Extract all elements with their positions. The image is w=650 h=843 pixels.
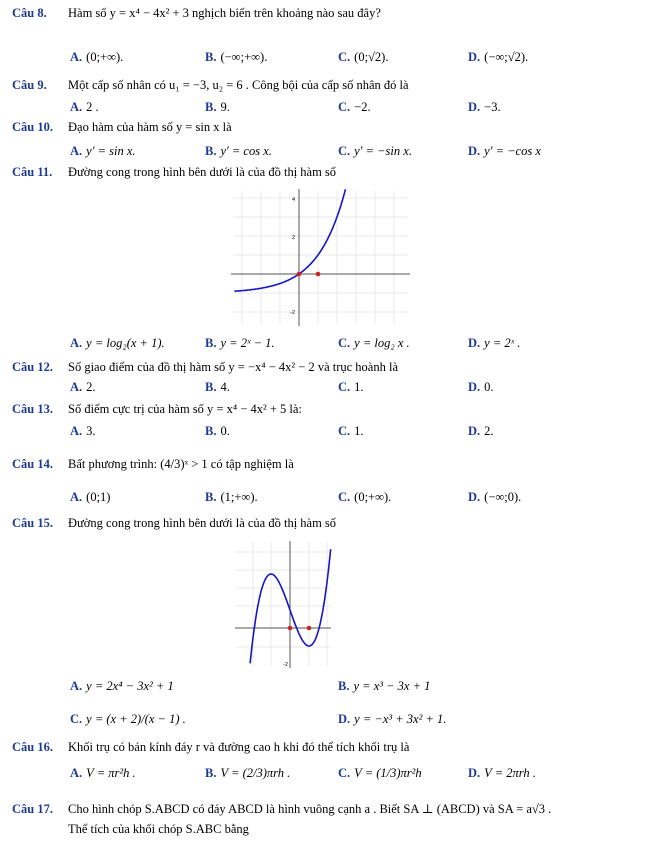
question-number: Câu 15.	[12, 516, 53, 530]
option-c[interactable]: C. (0;+∞).	[338, 490, 392, 504]
option-d[interactable]: D. (−∞;√2).	[468, 50, 529, 64]
question-12	[12, 360, 398, 375]
option-a[interactable]: A. 2.	[70, 380, 96, 394]
graph-exponential	[228, 186, 413, 328]
intercept-point	[297, 272, 302, 277]
question-number: Câu 8.	[12, 6, 47, 20]
option-a[interactable]: A. y′ = sin x.	[70, 144, 136, 158]
graph-15-svg	[233, 538, 333, 670]
option-a[interactable]: A. (0;+∞).	[70, 50, 124, 64]
tick-label: -2	[283, 662, 288, 668]
question-17-continuation: Thể tích của khối chóp S.ABC bằng	[68, 822, 249, 836]
grid	[236, 542, 330, 666]
question-15	[12, 516, 336, 531]
option-d[interactable]: D. 0.	[468, 380, 494, 394]
grid	[233, 191, 408, 324]
option-c[interactable]: C. 1.	[338, 380, 364, 394]
option-b[interactable]: B. V = (2/3)πrh .	[205, 766, 291, 780]
question-number: Câu 11.	[12, 165, 53, 179]
option-b[interactable]: B. y′ = cos x.	[205, 144, 272, 158]
option-c[interactable]: C. y = (x + 2)/(x − 1) .	[70, 712, 186, 726]
option-b[interactable]: B. y = 2ˣ − 1.	[205, 336, 275, 350]
question-text: Bất phương trình: (4/3)ˣ > 1 có tập nghiệm là	[68, 457, 294, 471]
option-d[interactable]: D. V = 2πrh .	[468, 766, 536, 780]
option-d[interactable]: D. 2.	[468, 424, 494, 438]
question-number: Câu 10.	[12, 120, 53, 134]
option-d[interactable]: D. y = 2ˣ .	[468, 336, 521, 350]
option-b[interactable]: B. 4.	[205, 380, 230, 394]
option-a[interactable]: A. 3.	[70, 424, 96, 438]
question-text: Đường cong trong hình bên dưới là của đồ thị hàm số	[68, 165, 337, 179]
question-text: Hàm số y = x⁴ − 4x² + 3 nghịch biến trên khoảng nào sau đây?	[68, 6, 381, 20]
tick-label: 4	[292, 197, 296, 203]
question-number: Câu 17.	[12, 802, 53, 816]
question-number: Câu 9.	[12, 78, 47, 92]
option-c[interactable]: C. (0;√2).	[338, 50, 389, 64]
question-16	[12, 740, 409, 755]
option-b[interactable]: B. (−∞;+∞).	[205, 50, 268, 64]
option-d[interactable]: D. (−∞;0).	[468, 490, 522, 504]
question-text: Cho hình chóp S.ABCD có đáy ABCD là hình vuông cạnh a . Biết SA ⊥ (ABCD) và SA = a√3 .	[68, 802, 552, 816]
option-a[interactable]: A. V = πr²h .	[70, 766, 136, 780]
point-marker	[316, 272, 321, 277]
point-marker	[307, 626, 312, 631]
option-a[interactable]: A. y = log₂(x + 1).	[70, 336, 165, 350]
question-14	[12, 457, 294, 472]
question-number: Câu 16.	[12, 740, 53, 754]
option-a[interactable]: A. y = 2x⁴ − 3x² + 1	[70, 679, 174, 693]
option-b[interactable]: B. y = x³ − 3x + 1	[338, 679, 431, 693]
option-d[interactable]: D. y′ = −cos x	[468, 144, 541, 158]
question-text: Số giao điểm của đồ thị hàm số y = −x⁴ − 4x² − 2 và trục hoành là	[68, 360, 398, 374]
question-13	[12, 402, 302, 417]
option-a[interactable]: A. (0;1)	[70, 490, 111, 504]
option-b[interactable]: B. 0.	[205, 424, 230, 438]
option-c[interactable]: C. y = log₂ x .	[338, 336, 410, 350]
option-b[interactable]: B. (1;+∞).	[205, 490, 258, 504]
question-9	[12, 78, 409, 93]
tick-label: -2	[290, 310, 295, 316]
option-d[interactable]: D. y = −x³ + 3x² + 1.	[338, 712, 447, 726]
question-number: Câu 12.	[12, 360, 53, 374]
question-17	[12, 801, 551, 817]
question-text: Khối trụ có bán kính đáy r và đường cao h khi đó thể tích khối trụ là	[68, 740, 410, 754]
option-c[interactable]: C. y′ = −sin x.	[338, 144, 412, 158]
question-number: Câu 14.	[12, 457, 53, 471]
question-11	[12, 165, 336, 180]
option-a[interactable]: A. 2 .	[70, 100, 99, 114]
option-b[interactable]: B. 9.	[205, 100, 230, 114]
question-text: Đạo hàm của hàm số y = sin x là	[68, 120, 232, 134]
option-c[interactable]: C. V = (1/3)πr²h	[338, 766, 422, 780]
option-c[interactable]: C. 1.	[338, 424, 364, 438]
tick-label: 2	[292, 235, 296, 241]
option-d[interactable]: D. −3.	[468, 100, 501, 114]
question-10	[12, 120, 232, 135]
question-number: Câu 13.	[12, 402, 53, 416]
question-text: Một cấp số nhân có u₁ = −3, u₂ = 6 . Công bội của cấp số nhân đó là	[68, 78, 409, 92]
graph-11-svg	[228, 186, 413, 328]
question-text: Số điểm cực trị của hàm số y = x⁴ − 4x² + 5 là:	[68, 402, 302, 416]
graph-cubic	[233, 538, 333, 670]
curve	[234, 189, 345, 291]
point-marker	[288, 626, 293, 631]
question-8	[12, 6, 381, 21]
question-text: Đường cong trong hình bên dưới là của đồ thị hàm số	[68, 516, 337, 530]
option-c[interactable]: C. −2.	[338, 100, 371, 114]
